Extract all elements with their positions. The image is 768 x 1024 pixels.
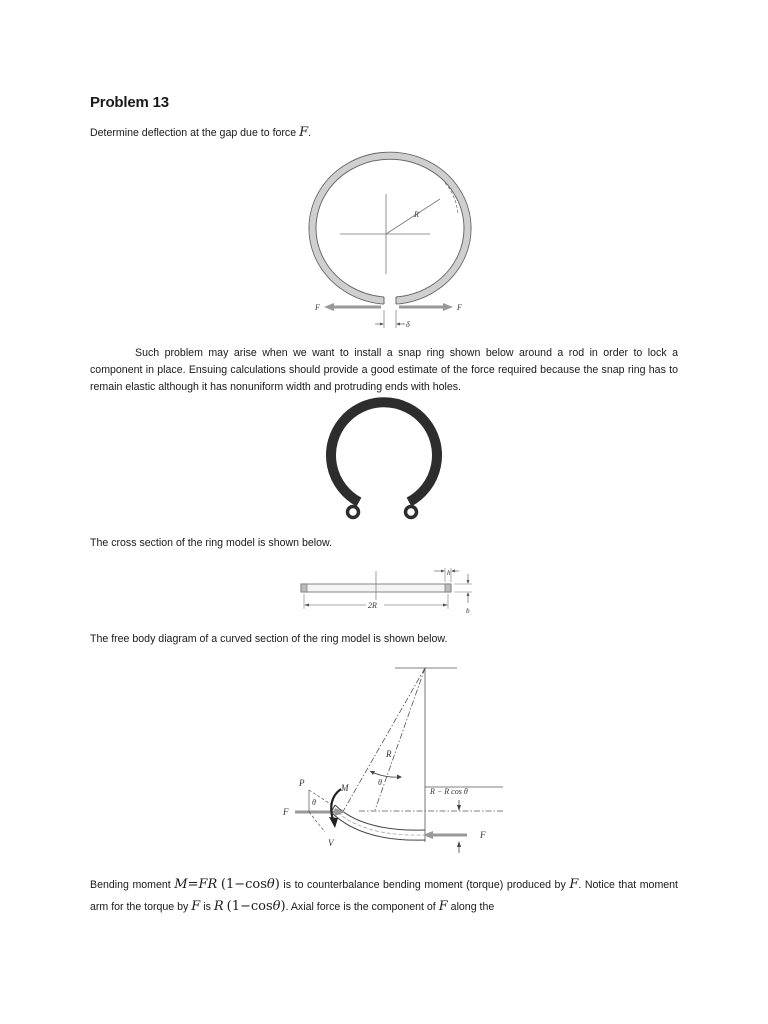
figure4-label-r-minus-rcos: R − R cos θ: [430, 787, 468, 796]
problem-title: Problem 13: [90, 94, 169, 111]
curved-beam-outer: [335, 805, 425, 830]
intro-end: .: [308, 127, 312, 139]
figure4-label-f-left: F: [283, 807, 289, 817]
snap-ring-body: [331, 402, 437, 502]
snap-ring-hole-left: [348, 507, 359, 518]
ring-band: [313, 156, 468, 301]
figure3-label-2r: 2R: [368, 601, 377, 610]
cross-section-caption: The cross section of the ring model is shown below.: [90, 537, 333, 549]
bending-moment-paragraph: Bending moment M=FR (1−cosθ) is to counterbalance bending moment (torque) produced by F. Notice that moment arm for the torque by F is R (1−cosθ). Axial force is the component of F along the: [90, 877, 678, 914]
snap-ring-paragraph: Such problem may arise when we want to install a snap ring shown below around a rod in order to lock a component in place. Ensuing calculations should provide a good estimate of the force required because the snap ring has to remain elastic although it has nonuniform width and protruding ends with holes.: [90, 347, 678, 393]
normal-dashed-line: [375, 668, 425, 810]
figure4-label-theta: θ: [378, 778, 382, 787]
intro-sentence: [90, 124, 678, 142]
figure4-label-v: V: [328, 838, 334, 848]
figure1-label-delta: δ: [406, 320, 410, 329]
figure4-label-theta2: θ: [312, 798, 316, 807]
figure4-label-m: M: [341, 783, 349, 793]
figure4-label-r: R: [386, 749, 392, 759]
ring-inner: [316, 159, 464, 297]
split-ring-figure: [290, 150, 490, 340]
figure1-label-f-right: F: [457, 303, 462, 312]
snap-ring-figure: [315, 405, 455, 530]
intro-symbol: F: [299, 125, 309, 140]
intro-text: Determine deflection at the gap due to force: [90, 127, 297, 139]
figure1-label-r: R: [414, 210, 419, 219]
free-body-diagram: [275, 660, 505, 865]
figure1-label-f-left: F: [315, 303, 320, 312]
figure4-label-p: P: [299, 778, 305, 788]
figure3-label-h: h: [447, 569, 451, 577]
snap-ring-hole-right: [406, 507, 417, 518]
cross-section-figure: [296, 563, 486, 618]
figure4-label-f-right: F: [480, 830, 486, 840]
figure3-label-b: b: [466, 607, 470, 615]
fbd-caption: The free body diagram of a curved section of the ring model is shown below.: [90, 633, 448, 645]
radius-line: [386, 199, 440, 234]
radius-dashed-line: [341, 668, 425, 815]
